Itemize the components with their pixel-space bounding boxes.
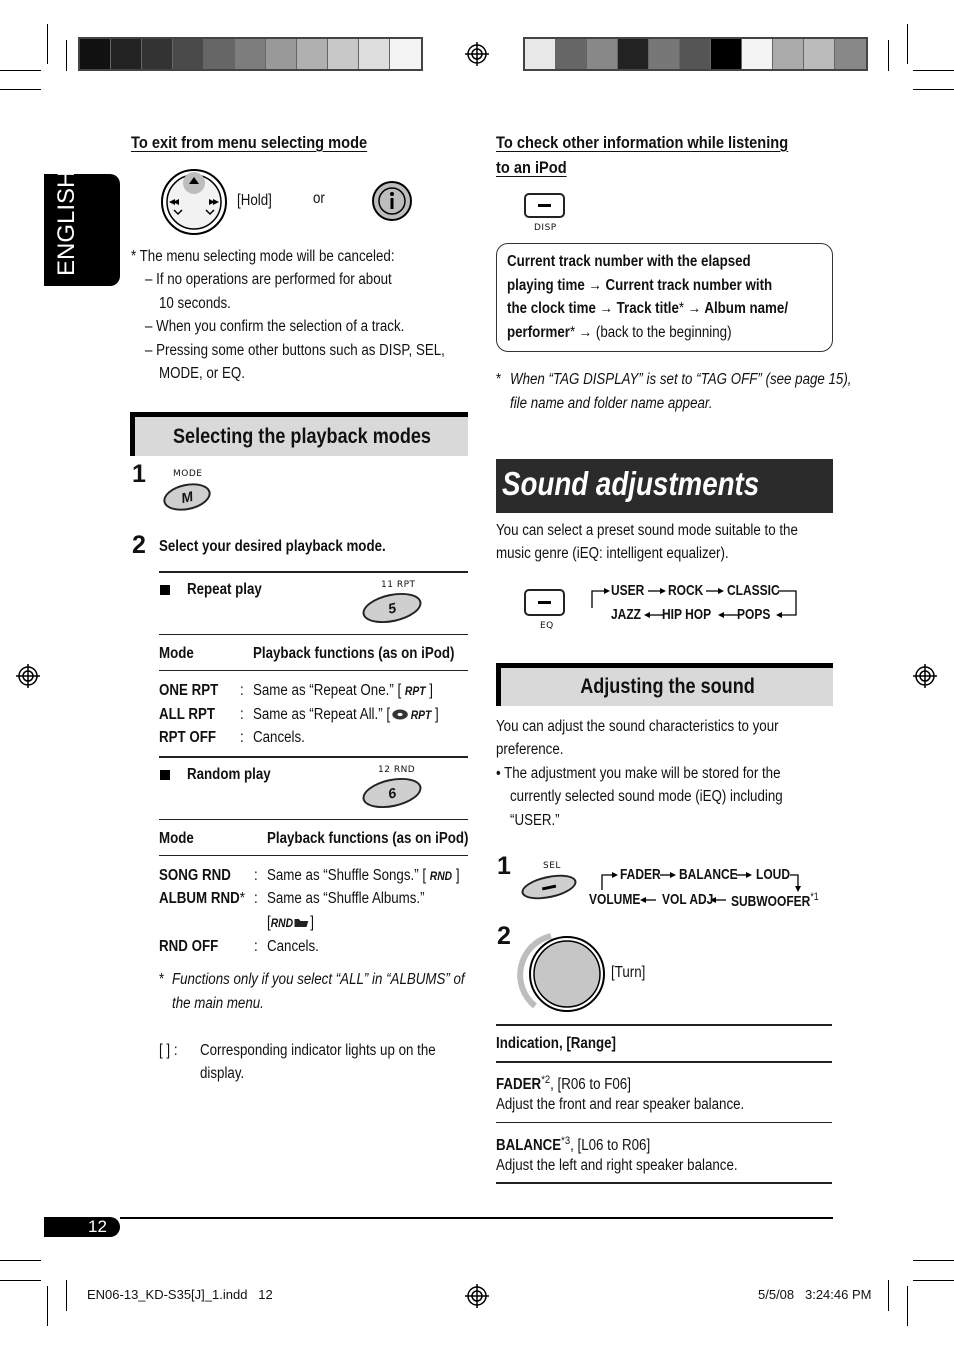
- rnd-button-glyph: 6: [386, 784, 398, 802]
- info-sequence-segment: *: [569, 323, 579, 341]
- info-sequence-segment: Track title: [612, 300, 679, 317]
- table-row-text: Same as “Shuffle Albums.”: [267, 890, 425, 907]
- exit-menu-heading: To exit from menu selecting mode: [131, 133, 368, 152]
- crop-mark: [888, 1280, 889, 1311]
- cancel-condition: – When you confirm the selection of a track.: [145, 318, 405, 335]
- info-sequence-line: [507, 297, 788, 321]
- info-sequence-segment: (back to the beginning): [592, 323, 732, 341]
- table-row-mode: SONG RND: [159, 867, 231, 884]
- info-sequence-segment: Current track number with the elapsed: [507, 253, 751, 270]
- folder-icon: [294, 917, 309, 928]
- footnote-line: Functions only if you select “ALL” in “ALBUMS” of: [172, 971, 465, 988]
- bracket-note-symbol: [ ] :: [159, 1042, 178, 1059]
- sel-item-fader: FADER: [620, 866, 661, 883]
- balance-note: *3: [561, 1135, 571, 1147]
- adjust-intro: You can adjust the sound characteristics to your: [496, 718, 779, 735]
- balance-range: , [L06 to R06]: [570, 1137, 651, 1155]
- minus-icon: [542, 884, 556, 890]
- adjust-intro: preference.: [496, 741, 564, 758]
- eq-mode-jazz: JAZZ: [611, 606, 641, 623]
- crop-mark: [0, 89, 41, 90]
- table-row-mode: ONE RPT: [159, 682, 219, 699]
- bracket-note-line: Corresponding indicator lights up on the: [200, 1042, 436, 1059]
- table-row-text: Cancels.: [267, 938, 319, 955]
- fader-desc: Adjust the front and rear speaker balance.: [496, 1096, 745, 1113]
- disp-label: DISP: [534, 223, 557, 233]
- crop-mark: [0, 1280, 41, 1281]
- crop-mark: [907, 24, 908, 64]
- eq-mode-pops: POPS: [737, 606, 771, 623]
- table-rule: [496, 1061, 832, 1063]
- table-row-text: [253, 679, 433, 704]
- row-end: ]: [310, 914, 314, 931]
- table-rule: [496, 1024, 832, 1026]
- table-row-mode: ALL RPT: [159, 706, 216, 723]
- info-sequence-segment: →: [578, 323, 593, 341]
- sel-item-loud: LOUD: [756, 866, 790, 883]
- row-mode: ALBUM RND: [159, 890, 240, 907]
- footer-rule: [120, 1217, 833, 1219]
- table-row-mode: RND OFF: [159, 938, 219, 955]
- footnote-star: *: [159, 971, 165, 988]
- repeat-play-title: Repeat play: [187, 581, 262, 598]
- page-number: 12: [88, 1217, 107, 1236]
- info-sequence-segment: *: [678, 300, 688, 317]
- sel-item-volume: VOLUME: [589, 891, 641, 908]
- crop-mark: [66, 1280, 67, 1311]
- crop-mark: [47, 1286, 48, 1326]
- eq-mode-hiphop: HIP HOP: [662, 606, 712, 623]
- sound-intro: You can select a preset sound mode suitable to the: [496, 522, 798, 539]
- language-tab-label: ENGLISH: [53, 170, 80, 276]
- col-mode: Mode: [159, 830, 194, 847]
- balance-name: BALANCE: [496, 1137, 562, 1155]
- table-rule: [496, 1122, 832, 1123]
- sel-item-balance: BALANCE: [679, 866, 738, 883]
- minus-icon: [538, 601, 551, 604]
- table-rule: [496, 1182, 832, 1184]
- mode-button-glyph: M: [179, 487, 195, 507]
- table-row-text: [267, 911, 314, 936]
- square-bullet-icon: [160, 770, 170, 780]
- sound-intro: music genre (iEQ: intelligent equalizer).: [496, 545, 729, 562]
- sel-item-vol-adj: VOL ADJ: [662, 891, 714, 908]
- footnote-line: the main menu.: [172, 995, 264, 1012]
- table-row-sep: :: [240, 682, 244, 699]
- info-button-icon: [371, 180, 413, 222]
- rnd-indicator: RND: [270, 916, 294, 930]
- sel-item-subwoofer: [731, 891, 819, 910]
- playback-modes-heading-text: Selecting the playback modes: [172, 424, 431, 448]
- row-text: Same as “Repeat All.” [: [253, 706, 391, 723]
- adjust-bullet: • The adjustment you make will be stored for the: [496, 765, 781, 782]
- col-functions: Playback functions (as on iPod): [267, 830, 469, 847]
- canceled-note: * The menu selecting mode will be canceled:: [131, 248, 395, 265]
- or-label: or: [313, 190, 325, 207]
- adjusting-sound-heading-text: Adjusting the sound: [579, 675, 755, 698]
- crop-mark: [0, 1260, 41, 1261]
- crop-mark: [913, 70, 954, 71]
- minus-icon: [538, 204, 551, 207]
- crop-mark: [66, 40, 67, 71]
- info-sequence-segment: performer: [507, 323, 570, 341]
- info-sequence-segment: →: [599, 300, 613, 317]
- col-functions: Playback functions (as on iPod): [253, 645, 455, 662]
- volume-knob-icon: [517, 928, 609, 1020]
- disc-icon: [392, 709, 409, 720]
- adjust-bullet: “USER.”: [510, 812, 560, 829]
- crop-mark: [0, 70, 41, 71]
- eq-mode-rock: ROCK: [668, 582, 704, 599]
- color-bar-left: [78, 37, 423, 71]
- rnd-button: [360, 773, 425, 813]
- rpt-indicator: RPT: [410, 708, 432, 722]
- sel-button-label: SEL: [543, 861, 561, 871]
- eq-button: [524, 589, 565, 616]
- registration-mark-icon: [465, 42, 489, 66]
- square-bullet-icon: [160, 585, 170, 595]
- row-text: [: [267, 914, 271, 931]
- page-number-tab: [44, 1217, 120, 1237]
- table-rule: [159, 756, 468, 758]
- table-row-sep: :: [254, 890, 258, 907]
- eq-mode-classic: CLASSIC: [727, 582, 780, 599]
- bracket-note-line: display.: [200, 1065, 245, 1082]
- control-dial-icon: [160, 168, 228, 236]
- row-end: ]: [435, 706, 439, 723]
- playback-modes-heading: [130, 412, 468, 456]
- turn-label: [Turn]: [611, 964, 646, 981]
- table-row-text: [253, 703, 439, 728]
- table-row-sep: :: [254, 938, 258, 955]
- crop-mark: [913, 1260, 954, 1261]
- fader-name: FADER: [496, 1076, 542, 1094]
- disp-button: [524, 193, 565, 218]
- col-mode: Mode: [159, 645, 194, 662]
- info-sequence-line: [507, 321, 788, 345]
- info-sequence-line: [507, 274, 788, 298]
- cancel-condition: 10 seconds.: [159, 295, 231, 312]
- info-sequence-segment: Current track number with: [601, 276, 773, 294]
- mode-button-label: MODE: [173, 469, 203, 479]
- cancel-condition: – Pressing some other buttons such as DISP, SEL,: [145, 342, 445, 359]
- cancel-condition: MODE, or EQ.: [159, 365, 245, 382]
- table-head: Indication, [Range]: [496, 1035, 616, 1052]
- table-row-sep: :: [254, 867, 258, 884]
- fader-range: , [R06 to F06]: [550, 1076, 631, 1094]
- adjusting-sound-heading: [496, 663, 833, 706]
- rnd-button-label: 12 RND: [378, 765, 416, 775]
- table-row-text: [267, 864, 460, 889]
- table-row-sep: :: [240, 706, 244, 723]
- registration-mark-icon: [16, 664, 40, 688]
- cancel-condition: – If no operations are performed for about: [145, 271, 392, 288]
- row-end: ]: [429, 682, 433, 699]
- rpt-indicator: RPT: [404, 684, 426, 698]
- table-rule: [159, 571, 468, 573]
- table-row-mode: RPT OFF: [159, 729, 217, 746]
- color-bar-right: [523, 37, 868, 71]
- sound-adjustments-title: Sound adjustments: [502, 465, 760, 502]
- info-sequence-segment: Album name/: [701, 300, 789, 317]
- table-rule: [159, 855, 468, 856]
- footer-date: 5/5/08 3:24:46 PM: [758, 1287, 872, 1302]
- step-number: 2: [497, 922, 511, 950]
- step-number: 1: [497, 852, 511, 880]
- row-end: ]: [455, 867, 460, 884]
- info-sequence-line: [507, 250, 788, 274]
- footer-file: EN06-13_KD-S35[J]_1.indd 12: [87, 1287, 273, 1302]
- info-sequence-text: [507, 250, 788, 344]
- table-rule: [159, 634, 468, 635]
- info-sequence-segment: playing time: [507, 276, 589, 294]
- adjust-bullet: currently selected sound mode (iEQ) including: [510, 788, 783, 805]
- table-row-sep: :: [240, 729, 244, 746]
- registration-mark-icon: [465, 1284, 489, 1308]
- rpt-button: [360, 588, 425, 628]
- subwoofer-text: SUBWOOFER: [731, 893, 811, 910]
- tag-note-line: When “TAG DISPLAY” is set to “TAG OFF” (see page 15),: [510, 371, 852, 388]
- crop-mark: [907, 1286, 908, 1326]
- rpt-button-glyph: 5: [386, 599, 398, 617]
- random-play-title: Random play: [187, 766, 271, 783]
- tag-note-line: file name and folder name appear.: [510, 395, 713, 412]
- subwoofer-note: *1: [810, 891, 819, 903]
- row-star: *: [239, 890, 245, 907]
- info-sequence-segment: →: [588, 276, 602, 294]
- crop-mark: [913, 89, 954, 90]
- tag-note-star: *: [496, 371, 502, 388]
- step-number: 1: [132, 460, 146, 488]
- info-sequence-segment: →: [687, 300, 702, 317]
- eq-mode-user: USER: [611, 582, 645, 599]
- table-rule: [159, 670, 468, 671]
- fader-note: *2: [541, 1074, 551, 1086]
- info-sequence-segment: the clock time: [507, 300, 600, 317]
- eq-label: EQ: [540, 621, 554, 631]
- rpt-button-label: 11 RPT: [381, 580, 416, 590]
- row-text: Same as “Shuffle Songs.” [: [267, 867, 427, 884]
- mode-button: [161, 479, 213, 514]
- table-rule: [159, 819, 468, 820]
- step-number: 2: [132, 531, 146, 559]
- crop-mark: [888, 40, 889, 71]
- step2-text: Select your desired playback mode.: [159, 538, 386, 555]
- sel-button: [519, 870, 578, 903]
- table-row-text: Cancels.: [253, 729, 305, 746]
- table-row-mode: [159, 887, 245, 911]
- registration-mark-icon: [913, 664, 937, 688]
- row-text: Same as “Repeat One.” [: [253, 682, 402, 699]
- crop-mark: [913, 1280, 954, 1281]
- crop-mark: [47, 24, 48, 64]
- hold-label: [Hold]: [237, 192, 272, 209]
- check-info-heading: to an iPod: [496, 158, 567, 177]
- rnd-indicator: RND: [429, 869, 453, 883]
- check-info-heading: To check other information while listening: [496, 133, 789, 152]
- balance-desc: Adjust the left and right speaker balance.: [496, 1157, 738, 1174]
